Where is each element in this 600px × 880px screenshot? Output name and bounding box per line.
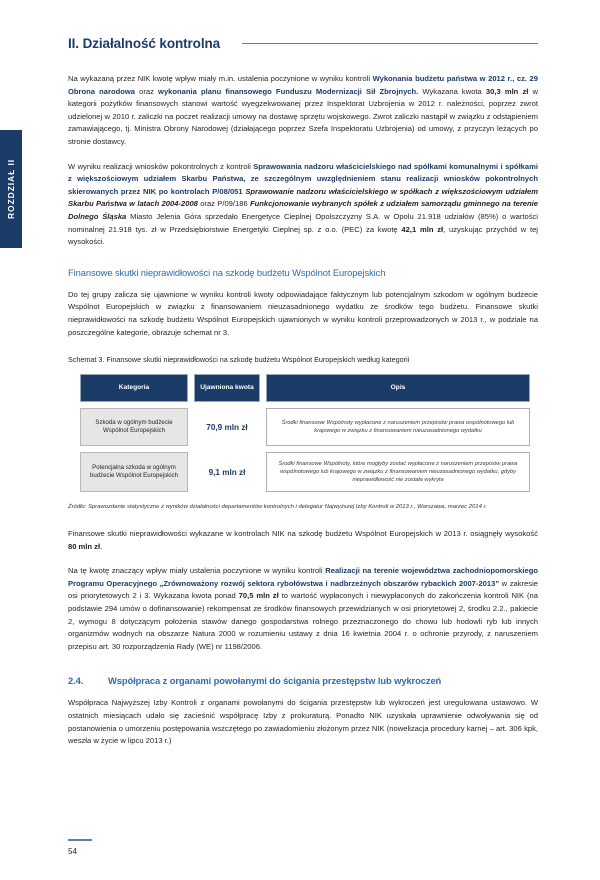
p2-italic-a: Sprawowanie nadzoru właścicielskiego w spółkach z większościowym udziałem Skarbu Państwa w latach 2004-2008 [68, 186, 538, 209]
p1-text-b: oraz [135, 86, 159, 96]
schema-header-description: Opis [266, 374, 530, 402]
p2-bold-a: Sprawowania nadzoru właścicielskiego nad spółkami komunalnymi i spółkami z większościowym udziałem Skarbu Państwa, ze szczególnym uwzględnieniem stanu realizacji wniosków pokontrolnych skierowanych przez NIK po kontrolach P/08/051 [68, 161, 538, 196]
paragraph-2 [68, 161, 538, 249]
schema-source-note: Źródło: Sprawozdanie statystyczne z wyników działalności departamentów kontrolnych i delegatur Najwyższej Izby Kontroli w 2013 r., Warszawa, marzec 2014 r. [68, 504, 487, 511]
schema-cell-category: Potencjalna szkoda w ogólnym budżecie Wspólnot Europejskich [80, 452, 188, 492]
p5-bold-a: Realizacji na terenie województwa zachodniopomorskiego Programu Operacyjnego „Zrównoważony rozwój sektora rybołówstwa i nadbrzeżnych obszarów rybackich 2007-2013” [68, 566, 539, 588]
section-heading-2-4 [68, 675, 538, 686]
page-footer [68, 839, 168, 856]
page-title: II. Działalność kontrolna [68, 36, 221, 51]
p1-text-d: w kategorii pożytków finansowych stanowi wartość wyegzekwowanej przez Inspektorat Uzbrojenia w 2012 r. należności, poprzez zwrot udzielonej w 2010 r. zaliczki na poczet realizacji umowy na dostawę sprzętu wojskowego. Zwrot zaliczki nastąpił w związku z odstąpieniem zamawiającego, tj. Ministra Obrony Narodowej (działającego poprzez Szefa Inspektoratu Uzbrojenia) od umowy, z przyczyn leżących po stronie dostawcy. [68, 86, 538, 146]
p1-text-a: Na wykazaną przez NIK kwotę wpływ miały m.in. ustalenia poczynione w wyniku kontroli [68, 74, 373, 83]
paragraph-1 [68, 73, 538, 149]
paragraph-3: Do tej grupy zalicza się ujawnione w wyniku kontroli kwoty odpowiadające faktycznym lub potencjalnym szkodom w ogólnym budżecie Wspólnot Europejskich w związku z finansowaniem nieuzasadnionego wydatku ze środków tego budżetu. Finansowe skutki nieprawidłowości na szkodę budżetu Wspólnot Europejskich ujawnionych w wyniku kontroli przeprowadzonych w 2013 r., w podziale na poszczególne kategorie, obrazuje schemat nr 3. [68, 289, 538, 337]
p4-text-b: . [100, 541, 103, 551]
p1-bold-b: wykonania planu finansowego Funduszu Modernizacji Sił Zbrojnych. [158, 86, 419, 96]
p2-text-b: oraz P/09/186 [197, 199, 250, 209]
p1-text-c: Wykazana kwota [418, 86, 486, 96]
p4-bold-a: 80 mln zł [68, 541, 101, 551]
p2-italic-b: Funkcjonowanie wybranych spółek z udziałem samorządu gminnego na terenie Dolnego Śląska [68, 199, 538, 221]
chapter-heading [68, 36, 538, 51]
schema-cell-amount: 70,9 mln zł [206, 422, 248, 432]
section-title: Współpraca z organami powołanymi do ścigania przestępstw lub wykroczeń [108, 675, 442, 687]
table-row [80, 408, 530, 446]
schema-table [80, 374, 530, 492]
p5-text-a: Na tę kwotę znaczący wpływ miały ustalenia poczynione w wyniku kontroli [68, 566, 326, 576]
schema-caption: Schemat 3. Finansowe skutki nieprawidłowości na szkodę budżetu Wspólnot Europejskich według kategorii [68, 355, 410, 365]
page-content [68, 36, 538, 760]
chapter-tab [0, 130, 22, 248]
schema-header-amount: Ujawniona kwota [194, 374, 260, 402]
paragraph-6: Współpraca Najwyższej Izby Kontroli z organami powołanymi do ścigania przestępstw lub wykroczeń jest uregulowana ustawowo. W ostatnich miesiącach udało się zacieśnić współpracę Izby z prokuraturą. Ponadto NIK uzyskała uprawnienie odwoływania się od postanowienia o umorzeniu postępowania wszczętego po zawiadomieniu złożonym przez NIK (nowelizacja procedury karnej – art. 306 kpk, weszła w życie w lipcu 2013 r.) [68, 698, 538, 746]
schema-cell-category: Szkoda w ogólnym budżecie Wspólnot Europejskich [80, 408, 188, 446]
p5-text-b: w zakresie osi priorytetowych 2 i 3. Wykazana kwota ponad [68, 578, 539, 601]
schema-header-row [80, 374, 530, 402]
p2-bold-b: 42,1 mln zł [401, 224, 444, 234]
schema-cell-description: Środki finansowe Wspólnoty wypłacone z naruszeniem przepisów prawa wspólnotowego lub krajowego w związku z finansowaniem nieuzasadnionego wydatku [266, 408, 530, 446]
p4-text-a: Finansowe skutki nieprawidłowości wykazane w kontrolach NIK na szkodę budżetu Wspólnot Europejskich w 2013 r. osiągnęły wysokość [68, 529, 538, 539]
p5-text-c: to wartość wypłaconych i niewypłaconych do zakończenia kontroli NIK (na podstawie 294 umów o dofinansowanie) rekompensat ze środków finansowych przewidzianych w osi priorytetowej 2, środku 2.2., pakiecie 2, wymogu 8 dotyczącym położenia stawów danego gospodarstwa rolnego przeznaczonego do chowu lub hodowli ryb lub innych organizmów wodnych na obszarze Natura 2000 w rozumieniu ustawy z dnia 16 kwietnia 2004 r. o ochronie przyrody, z naruszeniem przepisu art. 30 rozporządzenia Rady (WE) nr 1198/2006. [68, 591, 538, 651]
page-number: 54 [68, 847, 77, 856]
footer-rule [68, 839, 92, 841]
subsection-heading-financial-effects: Finansowe skutki nieprawidłowości na szkodę budżetu Wspólnot Europejskich [68, 266, 386, 278]
heading-rule [242, 43, 538, 45]
p2-text-d: , uzyskując przychód w tej wysokości. [68, 224, 538, 247]
p5-bold-b: 70,5 mln zł [238, 591, 279, 601]
paragraph-5 [68, 565, 538, 653]
p2-text-a: W wyniku realizacji wniosków pokontrolnych z kontroli [68, 161, 254, 171]
schema-cell-amount: 9,1 mln zł [208, 467, 246, 477]
schema-header-category: Kategoria [80, 374, 188, 402]
table-row [80, 452, 530, 492]
paragraph-4 [68, 528, 538, 553]
p1-bold-a: Wykonania budżetu państwa w 2012 r., cz. 29 Obrona narodowa [68, 74, 538, 96]
p1-bold-c: 30,3 mln zł [485, 86, 529, 96]
section-number: 2.4. [68, 675, 84, 687]
schema-cell-description: Środki finansowe Wspólnoty, które mogłyby zostać wypłacone z naruszeniem przepisów prawa wspólnotowego lub krajowego w związku z finansowaniem nieuzasadnionego wydatku, gdyby nieprawidłowość nie została wykryta [266, 452, 530, 492]
chapter-tab-label: ROZDZIAŁ II [6, 159, 16, 219]
p2-text-c: Miasto Jelenia Góra sprzedało Energetyce Cieplnej Opolszczyzny S.A. w Opolu 21.918 udziałów (85%) o wartości nominalnej 21.918 tys. zł w Przedsiębiorstwie Energetyki Cieplnej sp. z o.o. (PEC) za kwotę [68, 211, 538, 234]
